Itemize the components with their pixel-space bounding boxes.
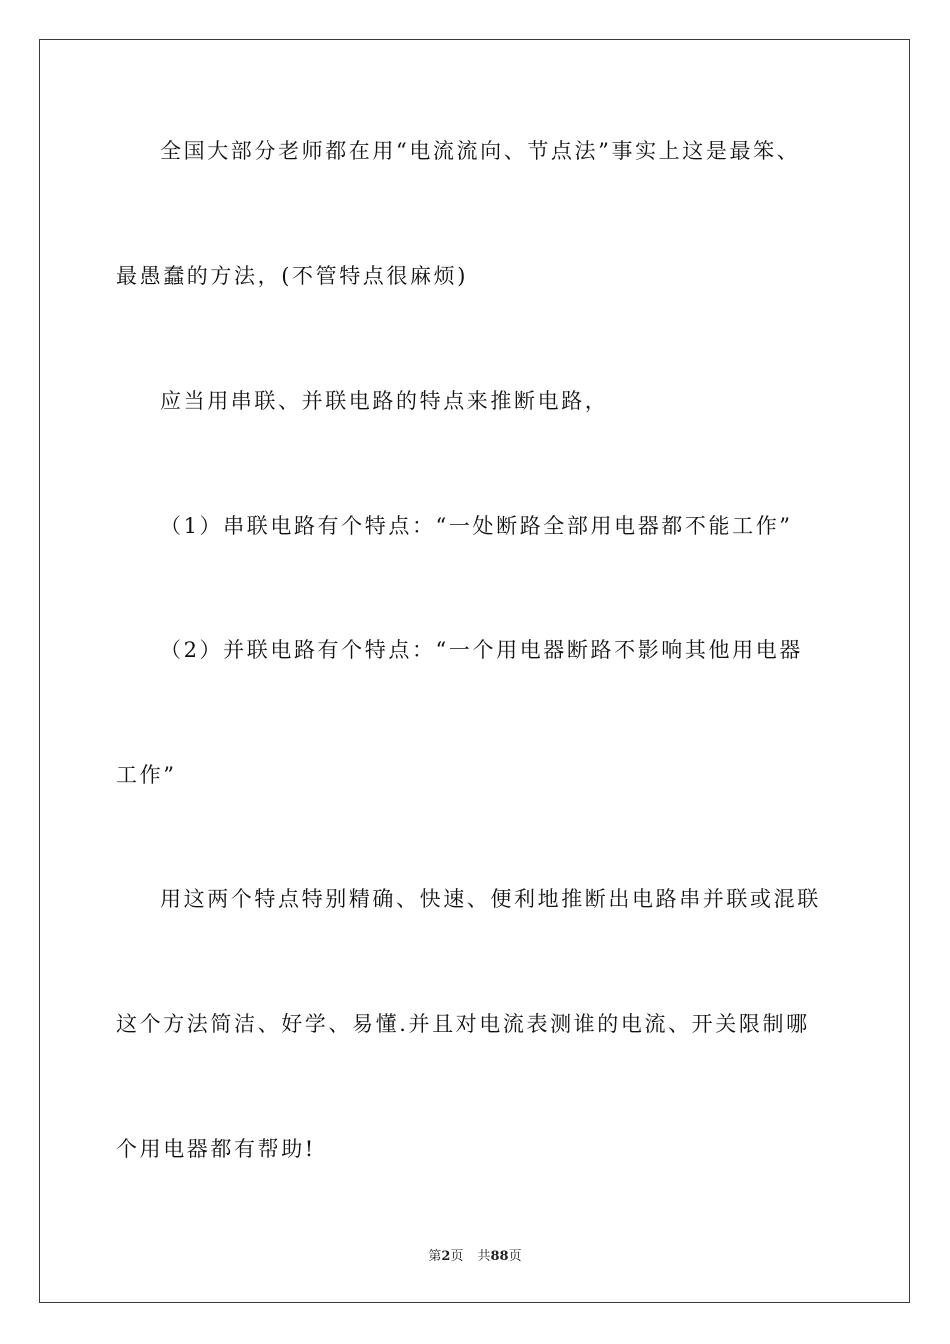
page-footer	[0, 1248, 950, 1266]
footer-total-pages: 88	[490, 1249, 509, 1264]
paragraph-line-6: 工作”	[116, 763, 177, 787]
page-border	[39, 39, 910, 1303]
paragraph-line-1: 全国大部分老师都在用“电流流向、节点法”事实上这是最笨、	[160, 139, 801, 163]
paragraph-line-4: （1）串联电路有个特点：“一处断路全部用电器都不能工作”	[160, 514, 793, 538]
paragraph-line-9: 个用电器都有帮助!	[116, 1137, 316, 1161]
footer-page-suffix: 页	[450, 1249, 464, 1264]
footer-total-prefix: 共	[477, 1249, 491, 1264]
paragraph-line-7: 用这两个特点特别精确、快速、便利地推断出电路串并联或混联	[160, 887, 821, 911]
footer-total-suffix: 页	[508, 1249, 522, 1264]
paragraph-line-2: 最愚蠢的方法，(不管特点很麻烦)	[116, 264, 468, 288]
footer-page-number: 2	[441, 1249, 451, 1264]
paragraph-line-5: （2）并联电路有个特点：“一个用电器断路不影响其他用电器	[160, 638, 803, 662]
paragraph-line-3: 应当用串联、并联电路的特点来推断电路，	[160, 389, 609, 413]
paragraph-line-8: 这个方法简洁、好学、易懂.并且对电流表测谁的电流、开关限制哪	[116, 1012, 810, 1036]
footer-page-prefix: 第	[428, 1249, 442, 1264]
